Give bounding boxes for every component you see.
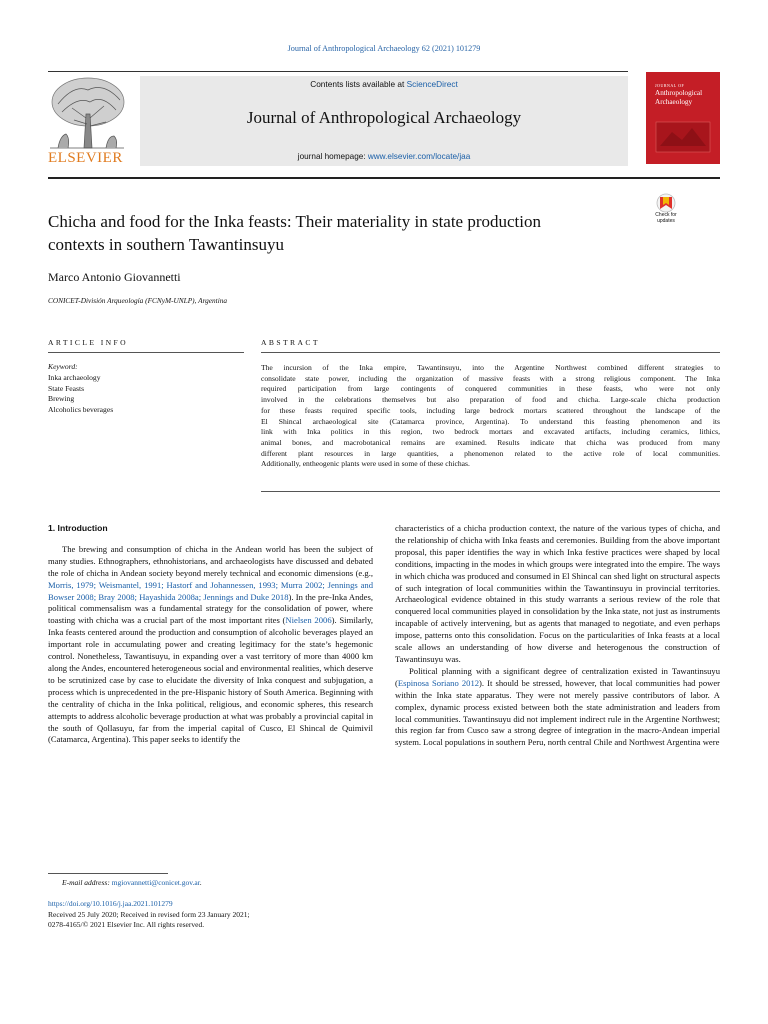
keywords-label: Keyword: <box>48 362 78 371</box>
contents-prefix: Contents lists available at <box>310 79 407 89</box>
abstract-line: required participation from large contingents of conquered communities in these feasts, who were not only <box>261 384 720 394</box>
body-right-column <box>395 523 720 749</box>
abstract-text <box>261 363 720 470</box>
abstract-line: consolidate state power, including the organization of massive feasts with a strong religious component. The Inka <box>261 373 720 383</box>
cover-kicker: JOURNAL OF <box>655 83 685 88</box>
paragraph <box>48 544 373 746</box>
homepage-link[interactable]: www.elsevier.com/locate/jaa <box>367 152 471 161</box>
keywords-block <box>48 362 113 416</box>
abstract-line: link with Inka politics in this region, two bedrock mortars and excavated artifacts, including ceramics, lithics, <box>261 427 720 437</box>
paragraph-text: ). It should be stressed, however, that local communities had power within the Inka state apparatus. They were not merely passive contributors of labor. A complex, dynamic process existed between both the state administration and leaders from local communities. Tawantinsuyu did not implement indirect rule in the Argentine Northwest; this region far from Cusco saw a strong degree of integration in the macro-Andean imperial system. Local populations in southern Peru, north central Chile and Northwest Argentina were <box>395 677 721 748</box>
paragraph <box>395 666 720 749</box>
article-title-line-2: contexts in southern Tawantinsuyu <box>48 235 284 254</box>
received-dates: Received 25 July 2020; Received in revised form 23 January 2021; <box>48 909 250 919</box>
paragraph-text: The brewing and consumption of chicha in the Andean world has been the subject of many studies. Ethnographers, ethnohistorians, and archaeologists have discussed and debated the role of chicha in Andean society beyond merely technical and economic dimensions (e.g., <box>48 543 373 578</box>
paragraph-text: ). Similarly, Inka feasts centered around the production and consumption of alcoholic beverages played an important role in accumulating power and creating legitimacy for the state’s hegemonic control. Nonetheless, Tawantisuyu, in expanding over a vast territory of more than 4000 km along the Andes, encountered heterogeneous social and environmental realities, which deserve to be scrutinized case by case to elucidate the diversity of Inka conquest and subjugation, a process which is unprecedented in the pre-Hispanic history of South America. Beginning with the centrality of chicha in the Inka political, religious, and economic spheres, this research attempts to address alcoholic beverage production at what was probably a provincial capital in the south of Qollasuyu, far from the imperial capital of Cusco, El Shincal de Quimivil (Catamarca, Argentina). This paper seeks to identify the <box>48 615 374 745</box>
email-label: E-mail address: <box>62 878 112 887</box>
copyright-line: 0278-4165/© 2021 Elsevier Inc. All rights reserved. <box>48 920 205 930</box>
sciencedirect-link[interactable]: ScienceDirect <box>406 79 458 89</box>
keyword-item: State Feasts <box>48 383 85 393</box>
keyword-item: Alcoholics beverages <box>48 405 114 415</box>
journal-homepage <box>140 152 628 161</box>
email-link[interactable]: mgiovannetti@conicet.gov.ar <box>111 878 200 887</box>
keyword-item: Inka archaeology <box>48 372 101 382</box>
paragraph-text: Political planning with a significant degree of centralization existed in Tawantinsuyu ( <box>395 665 720 688</box>
abstract-line: involved in the celebrations themselves but also preparation of food and chicha. Large-scale chicha production <box>261 395 720 405</box>
abstract-line: different plant resources in large quantities, a phenomenon related to the active role of local communities. <box>261 448 720 458</box>
abstract-line: Additionally, entheogenic plants were used in some of these chichas. <box>261 459 470 469</box>
elsevier-wordmark: ELSEVIER <box>48 150 123 166</box>
article-title <box>48 210 638 256</box>
article-title-line-1: Chicha and food for the Inka feasts: Their materiality in state production <box>48 212 542 231</box>
section-heading-introduction: 1. Introduction <box>48 523 108 533</box>
email-suffix: . <box>199 878 202 887</box>
citation-link[interactable]: Espinosa Soriano 2012 <box>397 677 480 688</box>
contents-line <box>140 79 628 89</box>
email-footnote <box>62 878 202 889</box>
check-for-updates-label[interactable]: Check for updates <box>655 212 677 224</box>
publication-info <box>48 899 250 931</box>
body-left-column <box>48 523 373 746</box>
running-citation[interactable]: Journal of Anthropological Archaeology 62 (2021) 101279 <box>287 44 481 53</box>
elsevier-tree-logo <box>44 74 130 150</box>
check-for-updates-icon[interactable] <box>646 193 686 213</box>
paragraph-text: ). In the pre-Inka Andes, political commensalism was a fundamental strategy for the consolidation of power, where toasting with chicha was a crucial part of the most important rites ( <box>48 591 373 626</box>
cover-illustration <box>652 118 714 156</box>
homepage-prefix: journal homepage: <box>297 152 368 161</box>
masthead-top-rule <box>48 71 628 72</box>
author-affiliation: CONICET-División Arqueología (FCNyM-UNLP), Argentina <box>48 296 228 305</box>
abstract-rule <box>261 352 720 353</box>
article-info-heading: ARTICLE INFO <box>48 338 129 347</box>
journal-title: Journal of Anthropological Archaeology <box>246 108 522 127</box>
abstract-line: El Shincal archaeological site (Catamarca province, Argentina). To understand this feasting phenomenon and its <box>261 416 720 426</box>
keyword-item: Brewing <box>48 394 75 404</box>
abstract-line: animal bones, and macrobotanical remains are examined. Results indicate that chicha was produced from many <box>261 437 720 447</box>
author-name[interactable]: Marco Antonio Giovannetti <box>48 270 181 284</box>
cover-title: Anthropological Archaeology <box>655 89 703 106</box>
doi-link[interactable]: https://doi.org/10.1016/j.jaa.2021.101279 <box>48 899 173 908</box>
abstract-line: The incursion of the Inka empire, Tawantinsuyu, into the Argentine Northwest combined different strategies to <box>261 363 720 372</box>
abstract-heading: ABSTRACT <box>261 338 320 347</box>
article-info-rule <box>48 352 244 353</box>
masthead-bottom-rule <box>48 177 720 179</box>
paragraph: characteristics of a chicha production context, the nature of the various types of chicha, and the relationship of chicha with Inka feasts and ceremonies. Building from the above important proposal, this paper identifies the way in which Inka festive practices were shaped by local conditions, impacting in the modes in which groups were integrated into the empire. The ways in which chicha was produced and consumed in El Shincal can shed light on structural aspects of such integration of local communities within the Tawantinsuyu in provincial territories. Archaeological evidence obtained in this study warrants a serious review of the role that conquered local communities played in consolidation by the Inka state, not just as instruments incapable of actively intervening, but as agents that managed to negotiate, and even perhaps impose, patterns onto this consolidation. Focus on the particularities of Inka feasts at a local scale allows an understanding of how diverse and heterogenous the construction of Tawantinsuyu was. <box>395 523 720 664</box>
abstract-bottom-rule <box>261 491 720 492</box>
footnote-rule <box>48 873 168 874</box>
citation-link[interactable]: Nielsen 2006 <box>285 615 332 626</box>
citation-links[interactable]: Morris, 1979; Weismantel, 1991; Hastorf and Johannessen, 1993; Murra 2002; Jennings and Bowser 2008; Bray 2008; Hayashida 2008a; Jennings and Duke 2018 <box>48 579 373 602</box>
abstract-line: for these feasts required specific tools, including large bedrock mortars scattered throughout the landscape of the <box>261 405 720 415</box>
